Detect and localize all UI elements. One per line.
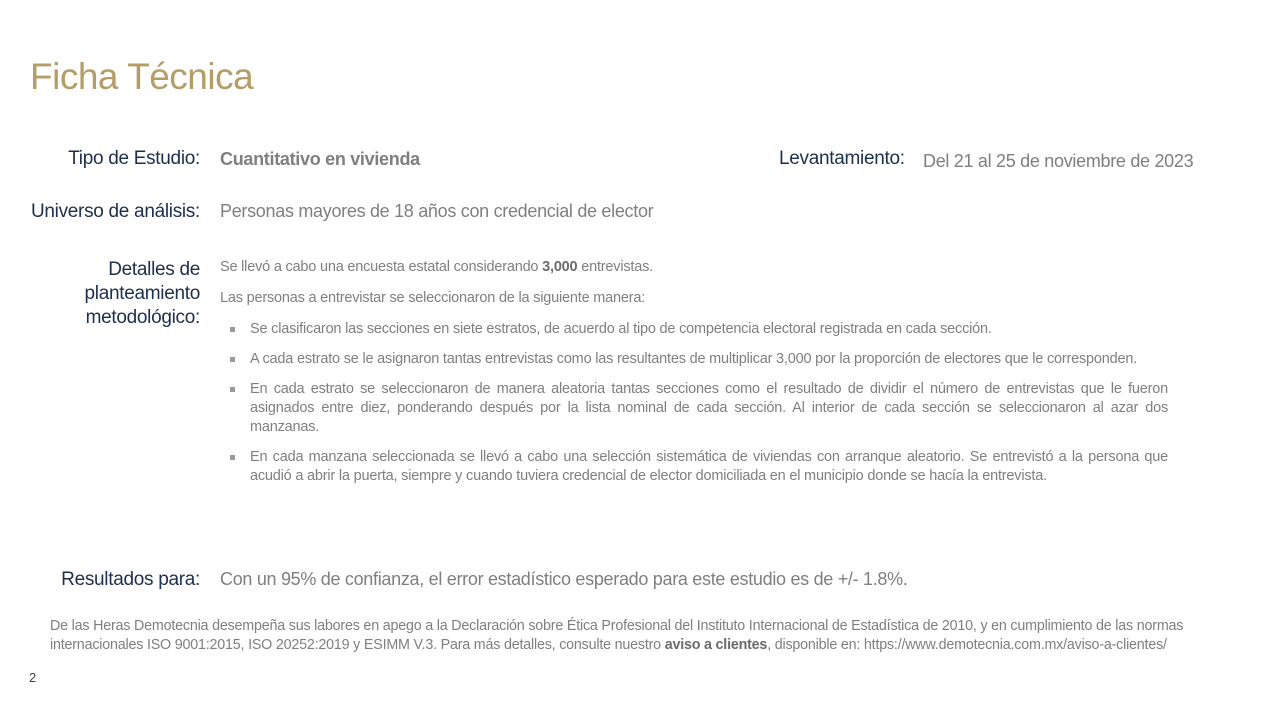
slide-title: Ficha Técnica	[30, 56, 254, 97]
footer-text-tail: , disponible en: https://www.demotecnia.com.mx/aviso-a-clientes/	[767, 637, 1167, 653]
detalles-intro	[220, 258, 1168, 277]
footer-text: De las Heras Demotecnia desempeña sus labores en apego a la Declaración sobre Ética Profesional del Instituto Internacional de Estadística de 2010, y en cumplimiento de las normas internacionales ISO 9001:2015, ISO 20252:2019 y ESIMM V.3. Para más detalles, consulte nuestro	[50, 618, 1184, 653]
detalles-bullet-list	[220, 320, 1168, 486]
footer-disclaimer	[50, 617, 1240, 655]
square-bullet-icon	[230, 357, 235, 362]
detalles-intro-tail: entrevistas.	[577, 259, 653, 275]
list-item-text: En cada estrato se seleccionaron de manera aleatoria tantas secciones como el resultado de dividir el número de entrevistas que le fueron asignados entre diez, ponderando después por la lista nominal de cada sección. Al interior de cada sección se seleccionaron al azar dos manzanas.	[250, 381, 1168, 435]
levantamiento-label: Levantamiento:	[779, 148, 905, 169]
detalles-label-line2: planteamiento	[84, 283, 200, 304]
list-item-text: En cada manzana seleccionada se llevó a cabo una selección sistemática de viviendas con arranque aleatorio. Se entrevistó a la persona que acudió a abrir la puerta, siempre y cuando tuviera credencial de elector domiciliada en el municipio donde se hacía la entrevista.	[250, 449, 1168, 484]
detalles-body	[220, 258, 1168, 497]
list-item-text: A cada estrato se le asignaron tantas entrevistas como las resultantes de multiplicar 3,000 por la proporción de electores que le corresponden.	[250, 351, 1138, 367]
detalles-label	[85, 258, 200, 330]
page-number: 2	[29, 670, 37, 685]
resultados-value: Con un 95% de confianza, el error estadístico esperado para este estudio es de +/- 1.8%.	[220, 569, 908, 589]
detalles-intro-text: Se llevó a cabo una encuesta estatal considerando	[220, 259, 543, 275]
detalles-label-line3: metodológico:	[85, 307, 200, 328]
list-item	[220, 380, 1168, 437]
tipo-estudio-value: Cuantitativo en vivienda	[220, 149, 420, 169]
resultados-label: Resultados para:	[61, 569, 200, 590]
list-item	[220, 320, 1168, 339]
universo-label: Universo de análisis:	[30, 201, 200, 222]
universo-value: Personas mayores de 18 años con credencial de elector	[220, 201, 654, 221]
tipo-estudio-label: Tipo de Estudio:	[68, 148, 200, 169]
levantamiento-value: Del 21 al 25 de noviembre de 2023	[923, 151, 1194, 171]
square-bullet-icon	[230, 387, 235, 392]
square-bullet-icon	[230, 327, 235, 332]
list-item	[220, 448, 1168, 486]
square-bullet-icon	[230, 455, 235, 460]
detalles-intro-count: 3,000	[542, 259, 578, 275]
detalles-label-line1: Detalles de	[108, 259, 200, 280]
detalles-selection-intro: Las personas a entrevistar se seleccionaron de la siguiente manera:	[220, 290, 646, 306]
list-item-text: Se clasificaron las secciones en siete estratos, de acuerdo al tipo de competencia electoral registrada en cada sección.	[250, 321, 992, 337]
list-item	[220, 350, 1168, 369]
footer-link-label: aviso a clientes	[664, 637, 768, 653]
